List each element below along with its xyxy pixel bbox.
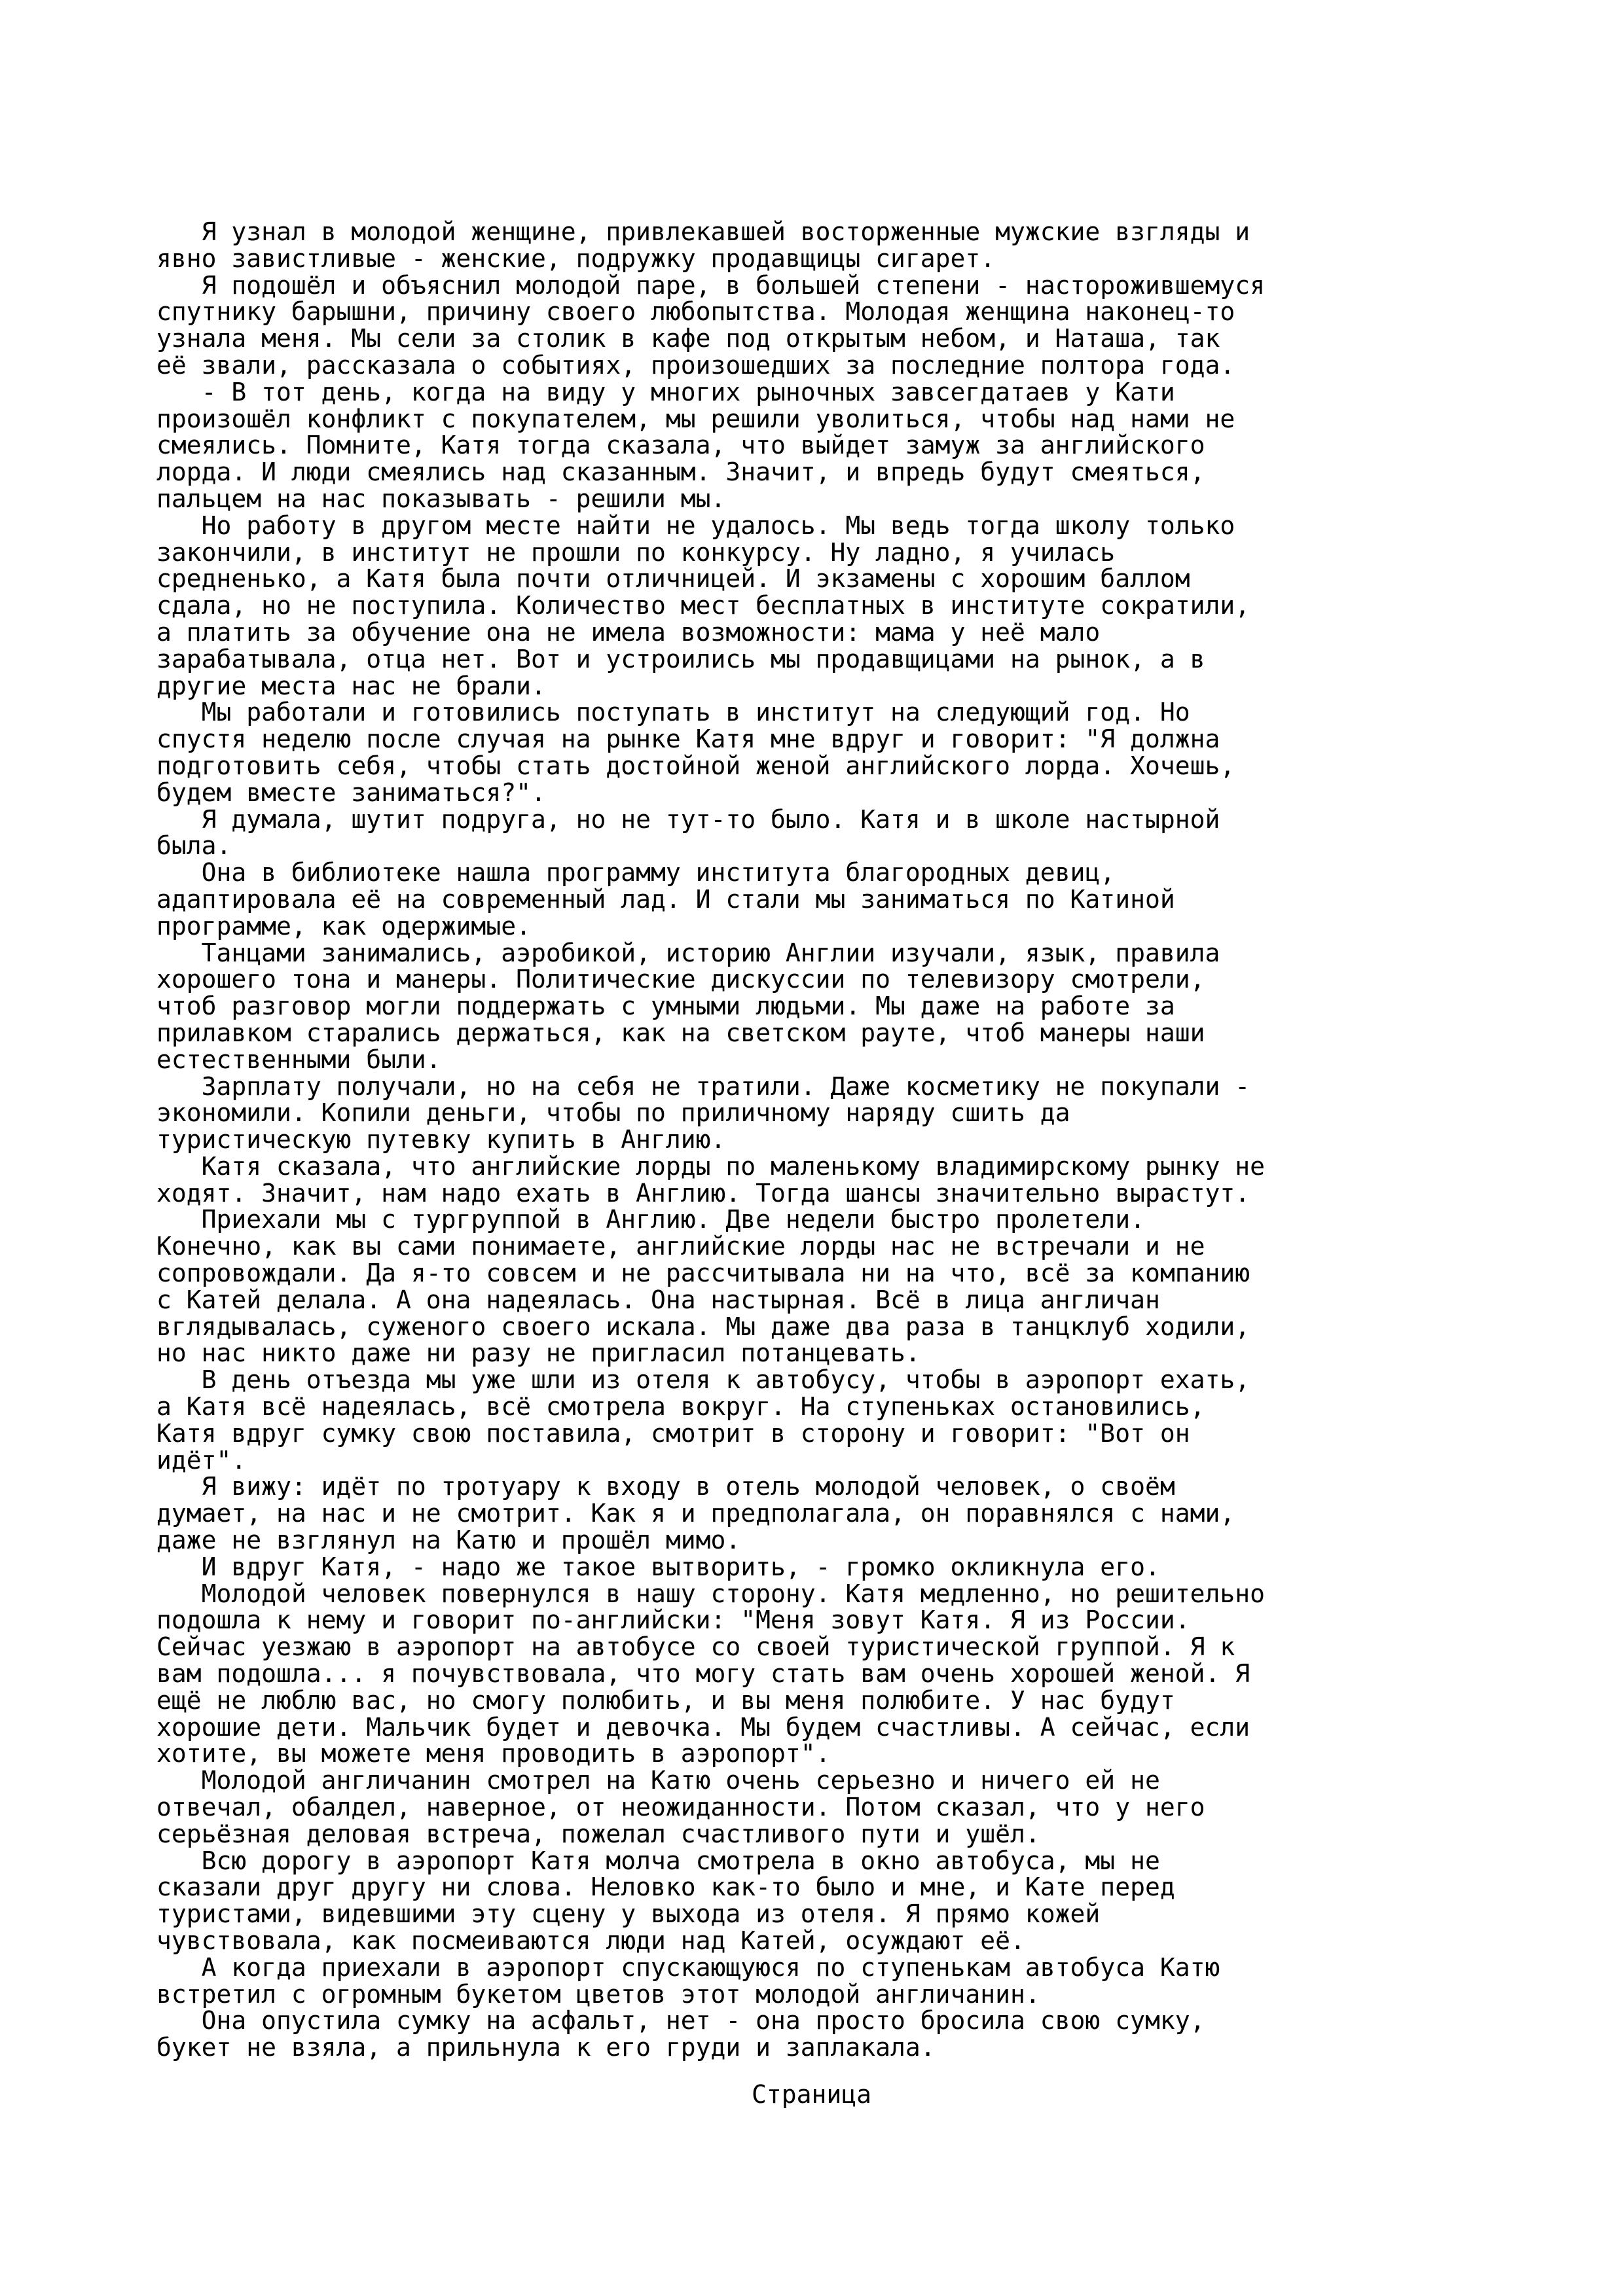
text-line: Мы работали и готовились поступать в институт на следующий год. Но (156, 698, 1190, 727)
text-line: хотите, вы можете меня проводить в аэропорт". (156, 1739, 831, 1768)
text-line: подготовить себя, чтобы стать достойной женой английского лорда. Хочешь, (156, 751, 1235, 780)
text-line: Она опустила сумку на асфальт, нет - она просто бросила свою сумку, (156, 2006, 1205, 2036)
text-line: туристами, видевшими эту сцену у выхода из отеля. Я прямо кожей (156, 1899, 1101, 1929)
text-line: Она в библиотеке нашла программу института благородных девиц, (156, 858, 1116, 888)
text-line: букет не взяла, а прильнула к его груди и заплакала. (156, 2033, 936, 2062)
text-line: а платить за обучение она не имела возможности: мама у неё мало (156, 617, 1101, 647)
text-line: идёт". (156, 1445, 247, 1475)
text-line: но нас никто даже ни разу не пригласил потанцевать. (156, 1338, 921, 1368)
text-line: смеялись. Помните, Катя тогда сказала, что выйдет замуж за английского (156, 431, 1205, 460)
text-line: пальцем на нас показывать - решили мы. (156, 484, 726, 513)
text-line: А когда приехали в аэропорт спускающуюся по ступенькам автобуса Катю (156, 1952, 1220, 1982)
text-line: сопровождали. Да я-то совсем и не рассчитывала ни на что, всё за компанию (156, 1259, 1250, 1288)
text-line: явно завистливые - женские, подружку продавщицы сигарет. (156, 243, 996, 273)
text-line: хорошего тона и манеры. Политические дискуссии по телевизору смотрели, (156, 965, 1205, 994)
text-line: естественными были. (156, 1045, 441, 1074)
text-line: отвечал, обалдел, наверное, от неожиданности. Потом сказал, что у него (156, 1793, 1205, 1822)
text-line: Молодой англичанин смотрел на Катю очень серьезно и ничего ей не (156, 1766, 1160, 1795)
text-line: её звали, рассказала о событиях, произошедших за последние полтора года. (156, 350, 1235, 380)
text-line: будем вместе заниматься?". (156, 778, 546, 807)
text-line: зарабатывала, отца нет. Вот и устроились мы продавщицами на рынок, а в (156, 644, 1205, 673)
text-line: спустя неделю после случая на рынке Катя мне вдруг и говорит: "Я должна (156, 725, 1220, 754)
text-line: даже не взглянул на Катю и прошёл мимо. (156, 1526, 741, 1555)
text-line: Сейчас уезжаю в аэропорт на автобусе со своей туристической группой. Я к (156, 1632, 1235, 1662)
text-line: Я вижу: идёт по тротуару к входу в отель молодой человек, о своём (156, 1472, 1175, 1501)
text-line: Конечно, как вы сами понимаете, английские лорды нас не встречали и не (156, 1232, 1205, 1261)
text-line: узнала меня. Мы сели за столик в кафе под открытым небом, и Наташа, так (156, 324, 1220, 353)
text-line: туристическую путевку купить в Англию. (156, 1125, 726, 1155)
text-line: Зарплату получали, но на себя не тратили. Даже косметику не покупали - (156, 1071, 1250, 1101)
text-line: встретил с огромным букетом цветов этот молодой англичанин. (156, 1979, 1040, 2009)
text-line: закончили, в институт не прошли по конкурсу. Ну ладно, я училась (156, 537, 1116, 567)
text-line: вам подошла... я почувствовала, что могу стать вам очень хорошей женой. Я (156, 1659, 1250, 1689)
text-line: экономили. Копили деньги, чтобы по приличному наряду сшить да (156, 1098, 1070, 1128)
body-text (156, 219, 1558, 2061)
text-line: сдала, но не поступила. Количество мест бесплатных в институте сократили, (156, 591, 1250, 620)
text-line: другие места нас не брали. (156, 671, 546, 700)
text-line: Приехали мы с тургруппой в Англию. Две недели быстро пролетели. (156, 1205, 1145, 1234)
text-line: - В тот день, когда на виду у многих рыночных завсегдатаев у Кати (156, 377, 1175, 406)
text-line: И вдруг Катя, - надо же такое вытворить, - громко окликнула его. (156, 1552, 1160, 1581)
page-footer: Страница (751, 2080, 872, 2109)
text-line: Но работу в другом месте найти не удалось. Мы ведь тогда школу только (156, 511, 1235, 540)
text-line: ходят. Значит, нам надо ехать в Англию. Тогда шансы значительно вырастут. (156, 1178, 1250, 1208)
text-line: а Катя всё надеялась, всё смотрела вокруг. На ступеньках остановились, (156, 1392, 1205, 1422)
text-line: подошла к нему и говорит по-английски: "Меня зовут Катя. Я из России. (156, 1605, 1190, 1635)
text-line: вглядывалась, суженого своего искала. Мы даже два раза в танцклуб ходили, (156, 1312, 1250, 1341)
text-line: В день отъезда мы уже шли из отеля к автобусу, чтобы в аэропорт ехать, (156, 1365, 1250, 1395)
text-line: серьёзная деловая встреча, пожелал счастливого пути и ушёл. (156, 1819, 1040, 1848)
text-line: хорошие дети. Мальчик будет и девочка. Мы будем счастливы. А сейчас, если (156, 1712, 1250, 1742)
text-line: произошёл конфликт с покупателем, мы решили уволиться, чтобы над нами не (156, 404, 1235, 433)
text-line: была. (156, 831, 232, 861)
text-line: ещё не люблю вас, но смогу полюбить, и вы меня полюбите. У нас будут (156, 1685, 1175, 1715)
text-line: средненько, а Катя была почти отличницей. И экзамены с хорошим баллом (156, 564, 1190, 594)
text-line: адаптировала её на современный лад. И стали мы заниматься по Катиной (156, 884, 1175, 914)
text-line: Молодой человек повернулся в нашу сторону. Катя медленно, но решительно (156, 1579, 1265, 1608)
text-line: прилавком старались держаться, как на светском рауте, чтоб манеры наши (156, 1018, 1205, 1047)
text-line: Катя вдруг сумку свою поставила, смотрит в сторону и говорит: "Вот он (156, 1418, 1190, 1448)
text-line: чувствовала, как посмеиваются люди над Катей, осуждают её. (156, 1926, 1025, 1955)
text-line: Всю дорогу в аэропорт Катя молча смотрела в окно автобуса, мы не (156, 1846, 1160, 1875)
text-line: программе, как одержимые. (156, 911, 531, 941)
text-line: Танцами занимались, аэробикой, историю Англии изучали, язык, правила (156, 938, 1220, 967)
text-line: Я узнал в молодой женщине, привлекавшей восторженные мужские взгляды и (156, 217, 1250, 246)
text-line: думает, на нас и не смотрит. Как я и предполагала, он поравнялся с нами, (156, 1499, 1235, 1528)
text-line: Катя сказала, что английские лорды по маленькому владимирскому рынку не (156, 1151, 1265, 1181)
text-line: спутнику барышни, причину своего любопытства. Молодая женщина наконец-то (156, 297, 1235, 327)
text-line: сказали друг другу ни слова. Неловко как-то было и мне, и Кате перед (156, 1873, 1175, 1902)
text-line: с Катей делала. А она надеялась. Она настырная. Всё в лица англичан (156, 1285, 1160, 1314)
text-line: Я думала, шутит подруга, но не тут-то было. Катя и в школе настырной (156, 804, 1220, 834)
text-line: чтоб разговор могли поддержать с умными людьми. Мы даже на работе за (156, 992, 1175, 1021)
text-line: лорда. И люди смеялись над сказанным. Значит, и впредь будут смеяться, (156, 457, 1205, 487)
text-line: Я подошёл и объяснил молодой паре, в большей степени - насторожившемуся (156, 270, 1265, 300)
